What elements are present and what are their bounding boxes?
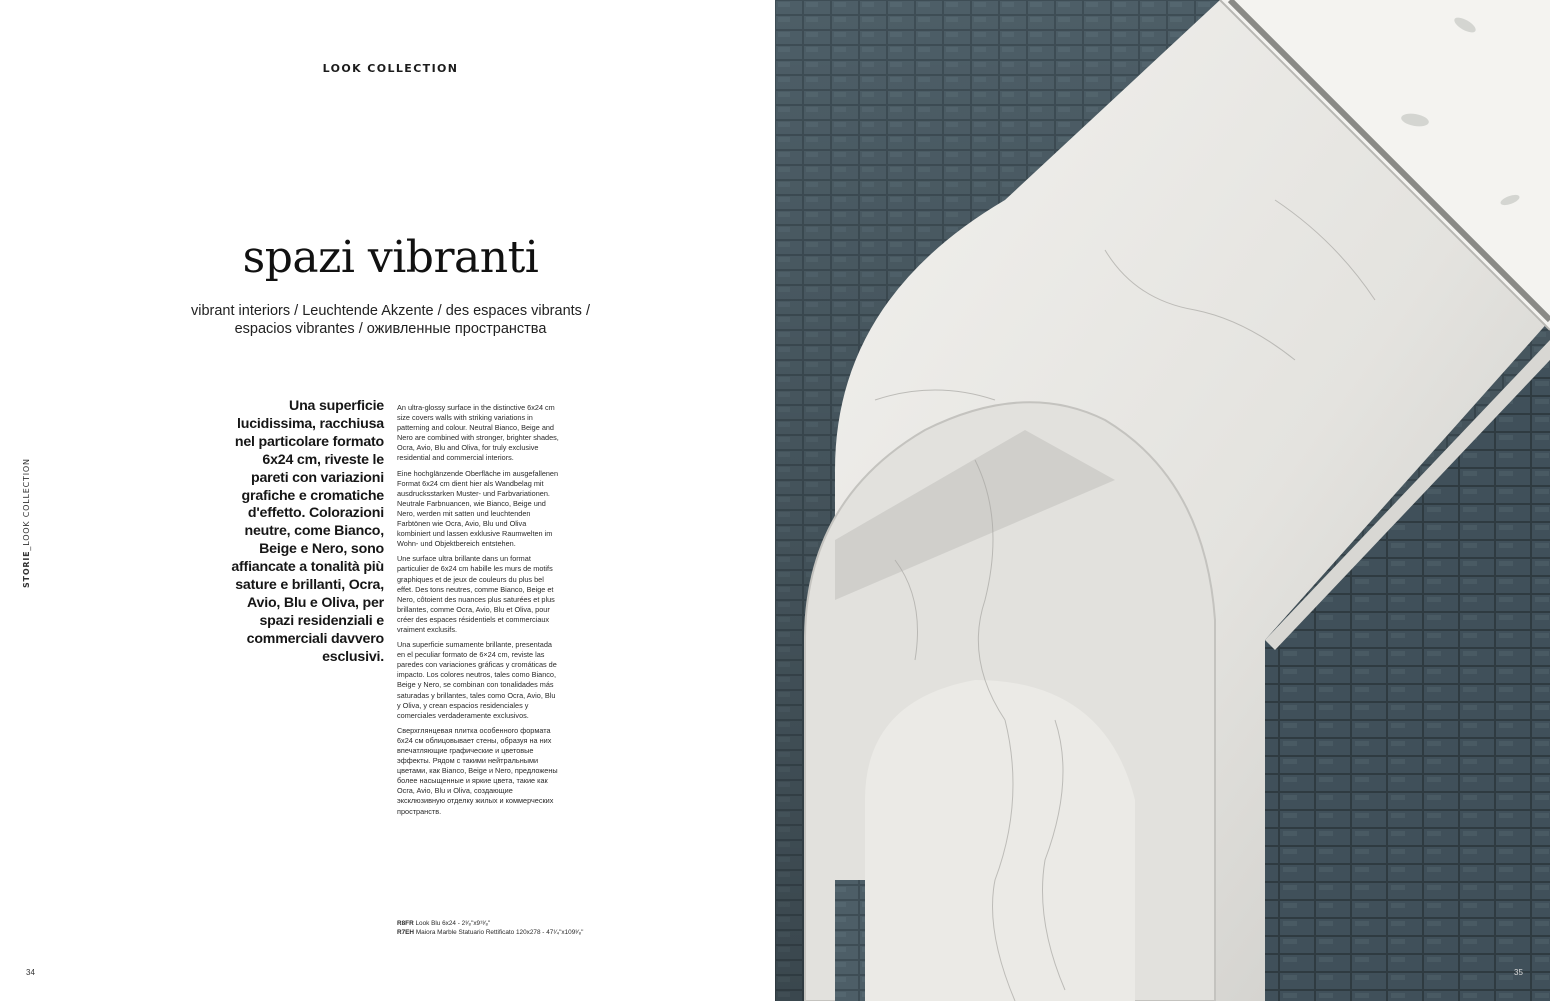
page-title: spazi vibranti [242,232,539,283]
subtitle [160,302,621,338]
product-codes [397,920,637,937]
product-desc: Look Blu 6x24 - 2³⁄₈"x9¹³⁄₈" [415,920,491,927]
product-desc: Maiora Marble Statuario Rettificato 120x278 - 47¹⁄₄"x109³⁄₈" [415,928,584,936]
body-column [397,403,559,822]
subtitle-line-2: espacios vibrantes / оживленные пространства [234,321,547,337]
side-label-prefix: STORIE [22,550,31,588]
page-number-left: 34 [26,968,35,977]
photo-illustration [775,0,1550,1001]
side-label-suffix: _LOOK COLLECTION [22,458,31,551]
body-paragraph-de: Eine hochglänzende Oberfläche im ausgefallenen Format 6x24 cm dient hier als Wandbelag mit ausdrucksstarken Muster- und Farbvariationen. Neutrale Farbnuancen, wie Bianco, Beige und Nero, werden mit satten und leuchtenden Farbtönen wie Ocra, Avio, Blu und Oliva kombiniert und lassen exklusive Raumwelten im Wohn- und Objektbereich entstehen. [397,468,559,549]
body-paragraph-es: Una superficie sumamente brillante, presentada en el peculiar formato de 6×24 cm, reviste las paredes con variaciones gráficas y cromáticas de impacto. Los colores neutros, tales como Bianco, Beige y Nero, se combinan con tonalidades más saturadas y brillantes, tales como Ocra, Avio, Blu y Oliva, y crean espacios residenciales y comerciales verdaderamente exclusivos. [397,640,557,720]
product-line [397,920,637,929]
body-paragraph-fr: Une surface ultra brillante dans un format particulier de 6x24 cm habille les murs de motifs graphiques et de jeux de couleurs du plus bel effet. Des tons neutres, comme Bianco, Beige et Nero, côtoient des nuances plus saturées et plus brillantes, comme Ocra, Avio, Blu et Oliva, pour créer des espaces résidentiels et commerciaux vraiment exclusifs. [397,554,555,634]
product-line [397,929,637,938]
lead-text: Una superficie lucidissima, racchiusa nel particolare formato 6x24 cm, riveste le pareti con variazioni grafiche e cromatiche d'effetto. Colorazioni neutre, come Bianco, Beige e Nero, sono affiancate a tonalità più sature e brillanti, Ocra, Avio, Blu e Oliva, per spazi residenziali e commerciali davvero esclusivi. [231,398,384,665]
product-code: R7EH [397,928,415,936]
collection-header: LOOK COLLECTION [322,62,459,75]
photo-arched-marble-wall [775,0,1550,1001]
product-code: R8FR [397,920,414,927]
body-paragraph-ru: Сверхглянцевая плитка особенного формата 6x24 см облицовывает стены, образуя на них впечатляющие графические и цветовые эффекты. Рядом с такими нейтральными цветами, как Bianco, Beige и Nero, предложены более насыщенные и яркие цвета, такие как Ocra, Avio, Blu и Oliva, создающие эксклюзивную отделку жилых и коммерческих пространств. [397,725,558,816]
side-label [22,458,31,588]
subtitle-line-1: vibrant interiors / Leuchtende Akzente / des espaces vibrants / [191,303,590,319]
page-number-right: 35 [1514,968,1523,977]
body-paragraph-en: An ultra-glossy surface in the distinctive 6x24 cm size covers walls with striking variations in patterning and colour. Neutral Bianco, Beige and Nero are combined with stronger, brighter shades, Ocra, Avio, Blu and Oliva, for truly exclusive residential and commercial interiors. [397,403,559,463]
